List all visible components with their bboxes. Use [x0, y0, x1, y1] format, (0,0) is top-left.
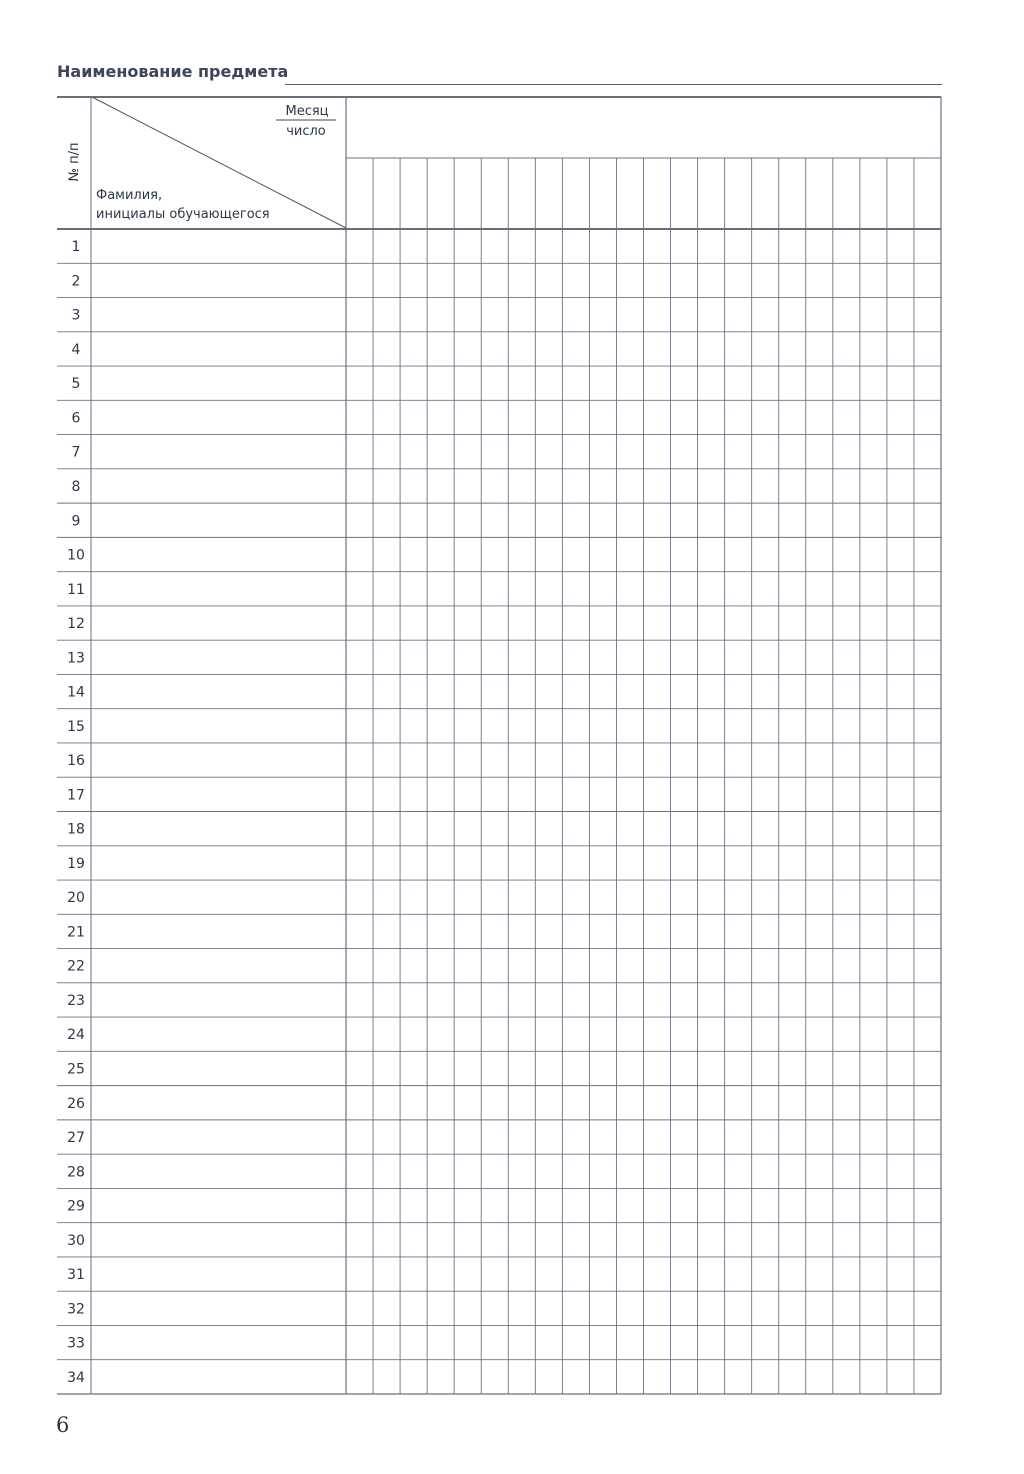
- row-number: 15: [67, 718, 85, 735]
- row-number: 33: [67, 1335, 85, 1352]
- row-number: 19: [67, 855, 85, 872]
- row-number: 2: [71, 273, 81, 290]
- name-label-line1: Фамилия,: [96, 188, 163, 203]
- row-number: 24: [67, 1027, 85, 1044]
- row-number: 3: [71, 307, 81, 324]
- row-number: 8: [71, 478, 81, 495]
- subject-label: Наименование предмета: [57, 62, 289, 81]
- row-number: 11: [67, 581, 85, 598]
- page-number: 6: [56, 1413, 70, 1437]
- grid-lines: [57, 97, 941, 1394]
- row-number: 27: [67, 1130, 85, 1147]
- name-label-line2: инициалы обучающегося: [96, 207, 270, 222]
- row-number: 20: [67, 890, 85, 907]
- row-number: 10: [67, 547, 85, 564]
- row-number: 30: [67, 1232, 85, 1249]
- row-number: 17: [67, 787, 85, 804]
- row-number: 22: [67, 958, 85, 975]
- row-number: 31: [67, 1267, 85, 1284]
- row-number: 21: [67, 924, 85, 941]
- row-number: 1: [71, 239, 81, 256]
- row-number: 12: [67, 616, 85, 633]
- row-numbers: [67, 239, 85, 1386]
- row-number: 7: [71, 444, 81, 461]
- month-label: Месяц: [285, 104, 329, 119]
- row-number: 9: [71, 513, 81, 530]
- row-number: 29: [67, 1198, 85, 1215]
- day-label: число: [286, 124, 326, 139]
- row-number: 18: [67, 821, 85, 838]
- row-number: 32: [67, 1301, 85, 1318]
- row-number: 14: [67, 684, 85, 701]
- row-number: 5: [71, 376, 81, 393]
- row-number: 16: [67, 753, 85, 770]
- row-number: 25: [67, 1061, 85, 1078]
- row-number: 4: [71, 341, 81, 358]
- row-number: 23: [67, 992, 85, 1009]
- row-number: 13: [67, 650, 85, 667]
- row-number: 28: [67, 1164, 85, 1181]
- row-number-header: № п/п: [67, 142, 82, 182]
- row-number: 34: [67, 1369, 85, 1386]
- row-number: 6: [71, 410, 81, 427]
- row-number: 26: [67, 1095, 85, 1112]
